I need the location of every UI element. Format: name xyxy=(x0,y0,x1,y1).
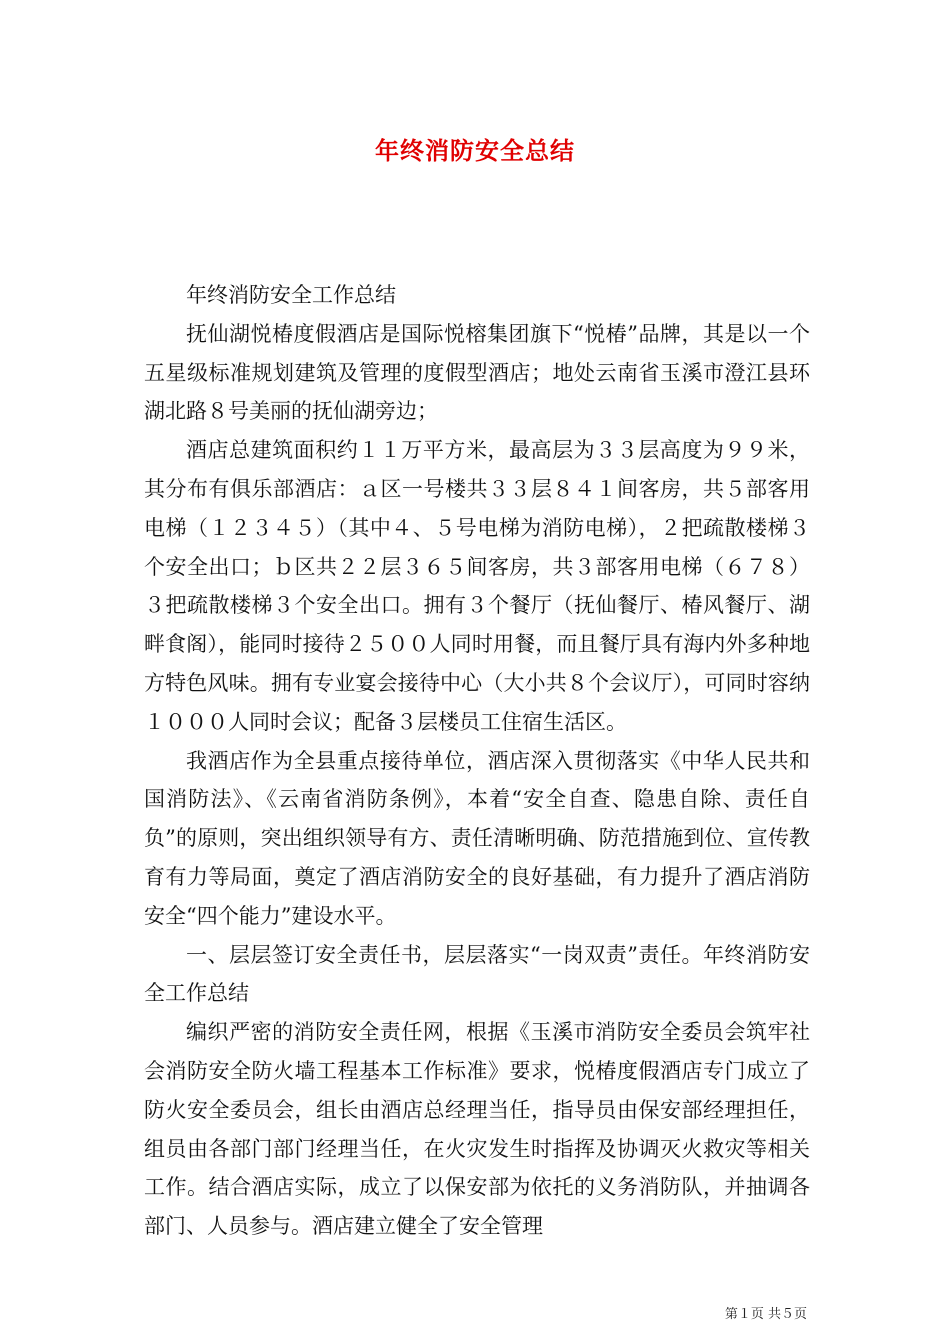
document-title: 年终消防安全总结 xyxy=(375,136,575,165)
paragraph-hotel-intro: 抚仙湖悦椿度假酒店是国际悦榕集团旗下“悦椿”品牌，其是以一个五星级标准规划建筑及管理的度假型酒店；地处云南省玉溪市澄江县环湖北路８号美丽的抚仙湖旁边； xyxy=(144,321,810,424)
paragraph-building-facilities: 酒店总建筑面积约１１万平方米，最高层为３３层高度为９９米，其分布有俱乐部酒店：ａ区一号楼共３３层８４１间客房，共５部客用电梯（１２３４５）（其中４、５号电梯为消防电梯），２把疏散楼梯３个安全出口；ｂ区共２２层３６５间客房，共３部客用电梯（６７８）３把疏散楼梯３个安全出口。拥有３个餐厅（抚仙餐厅、椿风餐厅、湖畔食阁），能同时接待２５００人同时用餐，而且餐厅具有海内外多种地方特色风味。拥有专业宴会接待中心（大小共８个会议厅），可同时容纳１０００人同时会议；配备３层楼员工住宿生活区。 xyxy=(144,438,810,734)
paragraph-fire-law: 我酒店作为全县重点接待单位，酒店深入贯彻落实《中华人民共和国消防法》、《云南省消防条例》，本着“安全自查、隐患自除、责任自负”的原则，突出组织领导有方、责任清晰明确、防范措施到位、宣传教育有力等局面，奠定了酒店消防安全的良好基础，有力提升了酒店消防安全“四个能力”建设水平。 xyxy=(144,748,810,928)
document-body xyxy=(144,276,810,1246)
paragraph-heading: 年终消防安全工作总结 xyxy=(186,283,396,307)
page-number: 第１页 共５页 xyxy=(724,1307,807,1322)
paragraph-responsibility-network: 编织严密的消防安全责任网，根据《玉溪市消防安全委员会筑牢社会消防安全防火墙工程基本工作标准》要求，悦椿度假酒店专门成立了防火安全委员会，组长由酒店总经理当任，指导员由保安部经理担任，组员由各部门部门经理当任，在火灾发生时指挥及协调灭火救灾等相关工作。结合酒店实际，成立了以保安部为依托的义务消防队，并抽调各部门、人员参与。酒店建立健全了安全管理 xyxy=(144,1020,810,1239)
paragraph-section-one: 一、层层签订安全责任书，层层落实“一岗双责”责任。年终消防安全工作总结 xyxy=(144,942,810,1006)
